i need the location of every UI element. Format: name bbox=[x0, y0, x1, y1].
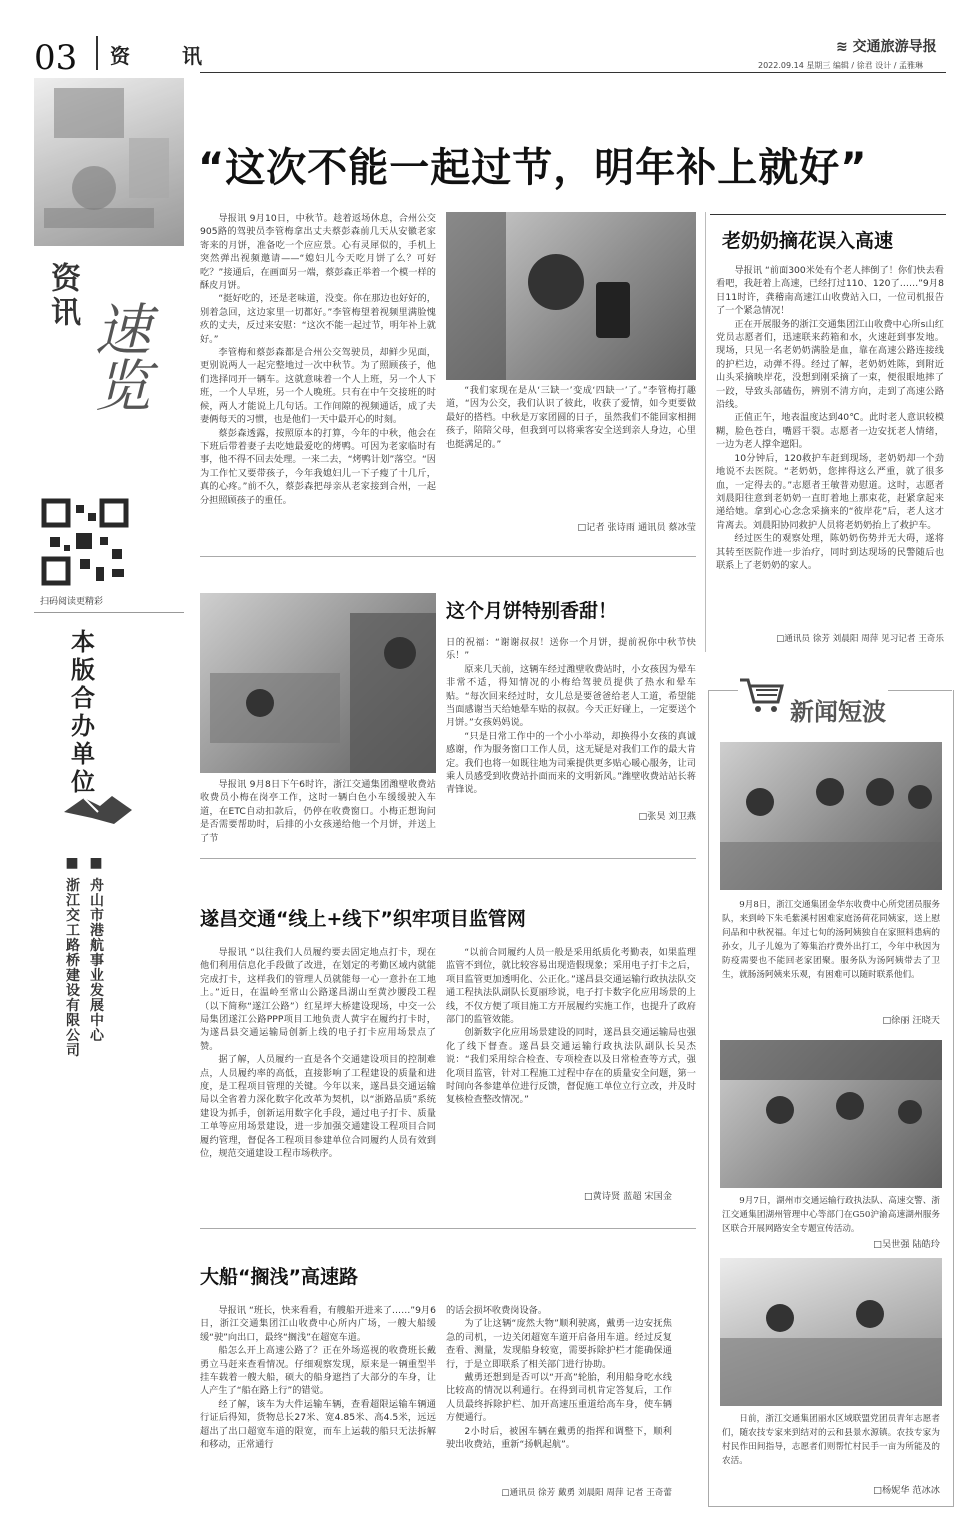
article5-para: 的话会损坏收费岗设备。 bbox=[446, 1305, 548, 1316]
article2-para: 10分钟后，120救护车赶到现场，老奶奶却一个劲地说不去医院。“老奶奶，您摔得这么严重，就了很多血，一定得去的。”志愿者王敏普劝慰道。这时，志愿者刘晨阳往意到老奶奶一直盯着地上那束花，赶紧拿起来递给她。拿到心心念念采摘来的“彼岸花”后，老人这才肯离去。刘晨阳协同救护人员将老奶奶抬上了救护车。 bbox=[716, 452, 944, 531]
article4-para: 据了解，人员履约一直是各个交通建设项目的控制难点，人员履约率的高低，直接影响了工程建设的质量和进度，是工程项目管理的关键。今年以来，遂昌县交通运输局以全省着力深化数字化改革为契机，以“浙路品质”系统建设为抓手，创新运用数字化手段，通过电子打卡、质量工单等应用场景建设，进一步加强交通建设工程项目合同履约管理，督促各工程项目参建单位合同履约人员有效到位，规范交通建设工程市场秩序。 bbox=[200, 1054, 436, 1160]
header-divider bbox=[96, 36, 98, 70]
article2-credit: □通讯员 徐芳 刘晨阳 周萍 见习记者 王奇乐 bbox=[776, 634, 944, 644]
column-title-2: 速览 bbox=[86, 300, 151, 412]
coorg-title: 本版合办单位 bbox=[71, 628, 95, 796]
sidebar-illustration bbox=[34, 78, 184, 246]
volunteers-visit-photo-icon bbox=[720, 742, 942, 890]
news-briefs-top-rule bbox=[708, 690, 738, 691]
brief2-caption bbox=[722, 1194, 940, 1236]
article3-credit: □张昊 刘卫燕 bbox=[638, 811, 696, 822]
article2-para: 正值正午，地表温度达到40℃。此时老人意识较模糊，脸色苍白，嘴唇干裂。志愿者一边安抚老人情绪，一边为老人撑伞遮阳。 bbox=[716, 412, 944, 451]
article1-credit: □记者 张诗雨 通讯员 蔡冰莹 bbox=[577, 522, 696, 533]
article2-para: 经过医生的观察处理，陈奶奶伤势并无大碍，遂将其转至医院作进一步治疗，同时到达现场的民警随后也联系上了老奶奶的家人。 bbox=[716, 533, 944, 571]
brief2-photo bbox=[720, 1040, 942, 1188]
safety-campaign-photo-icon bbox=[720, 1040, 942, 1188]
brief3-caption-text: 日前，浙江交通集团丽水区域联盟党团员青年志愿者们，随农技专家来到结对的云和县景水源镇。农技专家为村民作田间指导，志愿者们则帮忙村民手一亩为所能及的农活。 bbox=[722, 1414, 940, 1466]
phone-video-call-photo-icon bbox=[446, 212, 696, 380]
sidebar-rule bbox=[34, 612, 184, 613]
article2-para: 导报讯 “前面300米处有个老人摔倒了！你们快去看看吧，我赶着上高速，已经打过110、120了……”9月8日11时许，龚稽南高速江山收费站入口，一位司机报告了一个紧急情况！ bbox=[716, 265, 944, 317]
coorg-org1: ■ 舟山市港航事业发展中心 bbox=[88, 855, 104, 1043]
article1-photo bbox=[446, 212, 696, 380]
article1-para: “我们家现在是从‘三缺一’变成‘四缺一’了。”李管梅打趣道，“因为公交，我们认识了彼此，收获了爱情，如今更要做最好的搭档。中秋是万家团圆的日子，虽然我们不能回家相拥孩子，陪陪父母，但我到可以将乘客安全送到亲人身边，心里也挺满足的。” bbox=[446, 385, 696, 450]
coorg-org2: ■ 浙江交工路桥建设有限公司 bbox=[64, 855, 80, 1058]
article3-para: 原来几天前，这辆车经过潍壁收费站时，小女孩因为晕车非常不适，得知情况的小梅给驾驶员提供了热水和晕车贴。“每次回来经过时，女儿总是要爸爸给老人工道，希望能当面感谢当天给她晕车贴的叔叔。今天正好碰上，一定要送个月饼。”女孩妈妈说。 bbox=[446, 663, 696, 729]
article2-top-rule bbox=[710, 214, 946, 215]
brief3-credit: □杨妮华 范冰冰 bbox=[873, 1485, 940, 1496]
main-headline: “这次不能一起过节，明年补上就好” bbox=[198, 145, 868, 191]
article2-title: 老奶奶摘花误入高速 bbox=[722, 230, 894, 252]
brief2-credit: □吴世强 陆皓玲 bbox=[873, 1239, 940, 1250]
section-title: 资 讯 bbox=[110, 44, 218, 68]
article4-para: 创新数字化应用场景建设的同时，遂昌县交通运输局也强化了线下督查。遂昌县交通运输行政执法队副队长吴杰说：“我们采用综合检查、专项检查以及日常检查等方式，强化项目监管，针对工程施工过程中存在的质量安全问题，第一时间向各参建单位进行反馈，督促施工单位立行立改，并及时复核检查整改情况。” bbox=[446, 1027, 696, 1106]
wave-logo-icon: ≋ bbox=[836, 39, 853, 55]
toll-booth-photo-icon bbox=[200, 593, 436, 773]
article3-body-left bbox=[200, 778, 436, 844]
column-title-1: 资讯 bbox=[45, 262, 80, 330]
article1-body-left bbox=[200, 212, 436, 534]
article2-para: 正在开展服务的浙江交通集团江山收费中心所s山红党员志愿者们，迅速联来药箱和水，火速赶到事发地。现场，只见一名老奶奶满脸是血，靠在高速公路连接线的护栏边，动弹不得。经过了解，老奶奶姓陈，到附近山头采摘映岸花，没想到刚采摘了一束，便很眼地摔了一跤，导致头部磕伤，辨别不清方向，走到了高速公路沿线。 bbox=[716, 318, 944, 411]
article4-title: 遂昌交通“线上+线下”织牢项目监管网 bbox=[200, 908, 526, 930]
article5-body-left bbox=[200, 1304, 436, 1506]
article5-para: 戴勇还想到是否可以“开高”轮胎，利用船身吃水线比较高的情况以利通行。在得到司机肯定答复后，工作人员最终拆除护栏、加开高速压重道给高车身，使车辆方便通行。 bbox=[446, 1372, 672, 1424]
article1-para: 导报讯 9月10日，中秋节。趁着返场休息，合州公交905路的驾驶员李管梅拿出丈夫蔡彭森前几天从安徽老家寄来的月饼，准备吃一个应应景。心有灵犀似的，手机上突然弹出视频邀请——“媳妇儿今天吃月饼了么？可好吃？”接通后，在画面另一端，蔡彭森正举着一个模一样的酥皮月饼。 bbox=[200, 213, 436, 292]
paper-logo bbox=[836, 36, 937, 56]
date-line: 2022.09.14 星期三 编辑 / 徐君 设计 / 孟雅琳 bbox=[758, 61, 923, 70]
qr-code[interactable] bbox=[40, 497, 130, 587]
news-briefs-top-rule bbox=[888, 690, 952, 691]
qr-code-icon bbox=[40, 497, 130, 587]
article3-para: 日的祝福：“谢谢叔叔！送你一个月饼，提前祝你中秋节快乐！” bbox=[446, 637, 696, 662]
separator bbox=[200, 1228, 696, 1229]
article3-para: “只是日常工作中的一个小小举动，却换得小女孩的真诚感谢，作为服务窗口工作人员，这无疑是对我们工作的最大肯定。我们也将一如既往地为司乘提供更多贴心暖心服务，让司乘人员感受到收费站扑面而来的文明新风。”潍壁收费站站长蒋青锋说。 bbox=[446, 730, 696, 796]
brief2-caption-text: 9月7日，湖州市交通运输行政执法队、高速交警、浙江交通集团湖州管理中心等部门在G50沪渝高速湖州服务区联合开展网路安全专题宣传活动。 bbox=[722, 1196, 940, 1234]
article4-para: 导报讯 “以往我们人员履约要去固定地点打卡，现在他们利用信息化手段做了改进，在划定的考勤区域内就能完成打卡，这样我们的管理人员就能每一心一意扑在工地上。”近日，在温岭至常山公路遂昌湖山至黄沙腰段工程（以下简称“遂江公路”）红星坪大桥建设现场，中交一公局集团遂江公路PPP项目工地负责人黄宇在履约打卡时，为遂昌县交通运输局创新上线的电子打卡应用场景点了赞。 bbox=[200, 947, 436, 1052]
header-rule bbox=[200, 72, 946, 73]
news-briefs-title: 新闻短波 bbox=[790, 698, 886, 726]
article1-para: 李管梅和蔡彭森都是合州公交驾驶员，却鲜少见面，更别说两人一起完整地过一次中秋节。为了照顾孩子，他们选择同开一辆车。这就意味着一个人上班，另一个人下班，一个人早班，另一个人晚班。只有在中午交接班的时候，两人才能说上几句话。工作间隙的视频通话，成了夫妻俩每天的习惯，也是他们一天中最开心的时刻。 bbox=[200, 347, 436, 426]
article5-body-right bbox=[446, 1304, 672, 1482]
article5-credit: □通讯员 徐芳 戴勇 刘晨阳 周萍 记者 王奇蕾 bbox=[501, 1488, 672, 1498]
brief1-credit: □徐丽 汪晓天 bbox=[882, 1015, 940, 1026]
shopping-cart-icon bbox=[738, 676, 786, 714]
brief3-caption bbox=[722, 1412, 940, 1468]
brief1-caption bbox=[722, 898, 940, 982]
separator bbox=[200, 556, 696, 557]
article5-title: 大船“搁浅”高速路 bbox=[200, 1266, 358, 1288]
brief1-caption-text: 9月8日，浙江交通集团金华东收费中心所党团员服务队，来到岭下朱毛紫溪村困难家庭汤荷花同姨家，送上慰问品和中秋祝福。年过七旬的汤阿姨独自在家照料患病的孙女，儿子儿媳为了筹集治疗费外出打工，今年中秋因为防疫需要也不能回老家团聚。服务队为汤阿姨带去了卫生，就肠汤阿姨来乐观，有困难可以随时联系他们。 bbox=[722, 900, 940, 980]
article5-para: 船怎么开上高速公路了？正在外场巡视的收费班长戴勇立马赶来查看情况。仔细观察发现，原来是一辆重型半挂车载着一艘大船，硕大的船身遮挡了大部分的车身，让人产生了“船在路上行”的错觉。 bbox=[200, 1345, 436, 1397]
brief1-photo bbox=[720, 742, 942, 890]
article3-title: 这个月饼特别香甜！ bbox=[446, 600, 618, 622]
article1-para: “挺好吃的，还是老味道，没变。你在那边也好好的，别着急回，这边家里一切都好。”李管梅望着视频里满脸愧疚的丈夫，反过来安慰：“这次不能一起过节，明年补上就好。” bbox=[200, 293, 436, 345]
article4-body-left bbox=[200, 946, 436, 1208]
article5-para: 为了让这辆“庞然大物”顺利驶离，戴勇一边安抚焦急的司机，一边关闭超宽车道开启备用车道。经过反复查看、测量，发现船身较宽，需要拆除护栏才能确保通行，于是立即联系了相关部门进行协助。 bbox=[446, 1318, 672, 1370]
article4-credit: □黄诗贤 蓝超 宋国金 bbox=[583, 1191, 672, 1202]
article4-body-right bbox=[446, 946, 696, 1182]
page-number: 03 bbox=[34, 38, 78, 78]
brief3-photo bbox=[720, 1258, 942, 1406]
article5-para: 2小时后，被困车辆在戴勇的指挥和调整下，顺利驶出收费站，重新“扬帆起航”。 bbox=[446, 1425, 672, 1451]
paper-name: 交通旅游导报 bbox=[852, 39, 937, 55]
article2-body bbox=[716, 264, 944, 630]
article3-body-right bbox=[446, 636, 696, 800]
article1-para: 蔡彭森透露，按照原本的打算，今年的中秋，他会在下班后带着妻子去吃她最爱吃的烤鸭。可因为老家临时有事，他不得不回去处理。一来二去，“烤鸭计划”落空。“因为工作忙又要带孩子，今年我媳妇儿一下子瘦了十几斤，真的心疼。”前不久，蔡彭森把母亲从老家接到合州，一起分担照顾孩子的重任。 bbox=[200, 427, 436, 506]
article3-photo bbox=[200, 593, 436, 773]
farm-help-photo-icon bbox=[720, 1258, 942, 1406]
article3-para: 导报讯 9月8日下午6时许，浙江交通集团潍壁收费站收费员小梅在岗亭工作，这时一辆白色小车缓缓驶入车道，在ETC自动扣款后，仍停在收费窗口。小梅正想询问是否需要帮助时，后排的小女孩递给他一个月饼，并送上了节 bbox=[200, 779, 436, 844]
article4-para: “以前合同履约人员一般是采用纸质化考勤表，如果监理监管不到位，就比较容易出现造假现象；采用电子打卡之后，项目监管更加透明化、公正化。”遂昌县交通运输行政执法队交通工程执法队副队长夏丽珍说，电子打卡数字化应用场景的上线，不仅方便了项目施工方开展履约实施工作，也提升了政府部门的监管效能。 bbox=[446, 947, 696, 1026]
article5-para: 导报讯 “班长，快来看看，有艘船开进来了……”9月6日，浙江交通集团江山收费中心所内广场，一艘大船缓缓“驶”向出口，最终“搁浅”在超宽车道。 bbox=[200, 1305, 436, 1343]
tech-illustration-icon bbox=[34, 78, 184, 246]
column-divider bbox=[705, 212, 706, 652]
separator bbox=[200, 858, 696, 859]
handshake-icon bbox=[62, 788, 134, 828]
article1-body-right bbox=[446, 384, 696, 520]
qr-caption: 扫码阅读更精彩 bbox=[40, 597, 104, 607]
article5-para: 经了解，该车为大件运输车辆，查看超限运输车辆通行证后得知，货物总长27米、宽4.85米、高4.5米，远远超出了出口超宽车道的限宽，而车上运载的船只无法拆解和移动，正常通行 bbox=[200, 1398, 436, 1451]
